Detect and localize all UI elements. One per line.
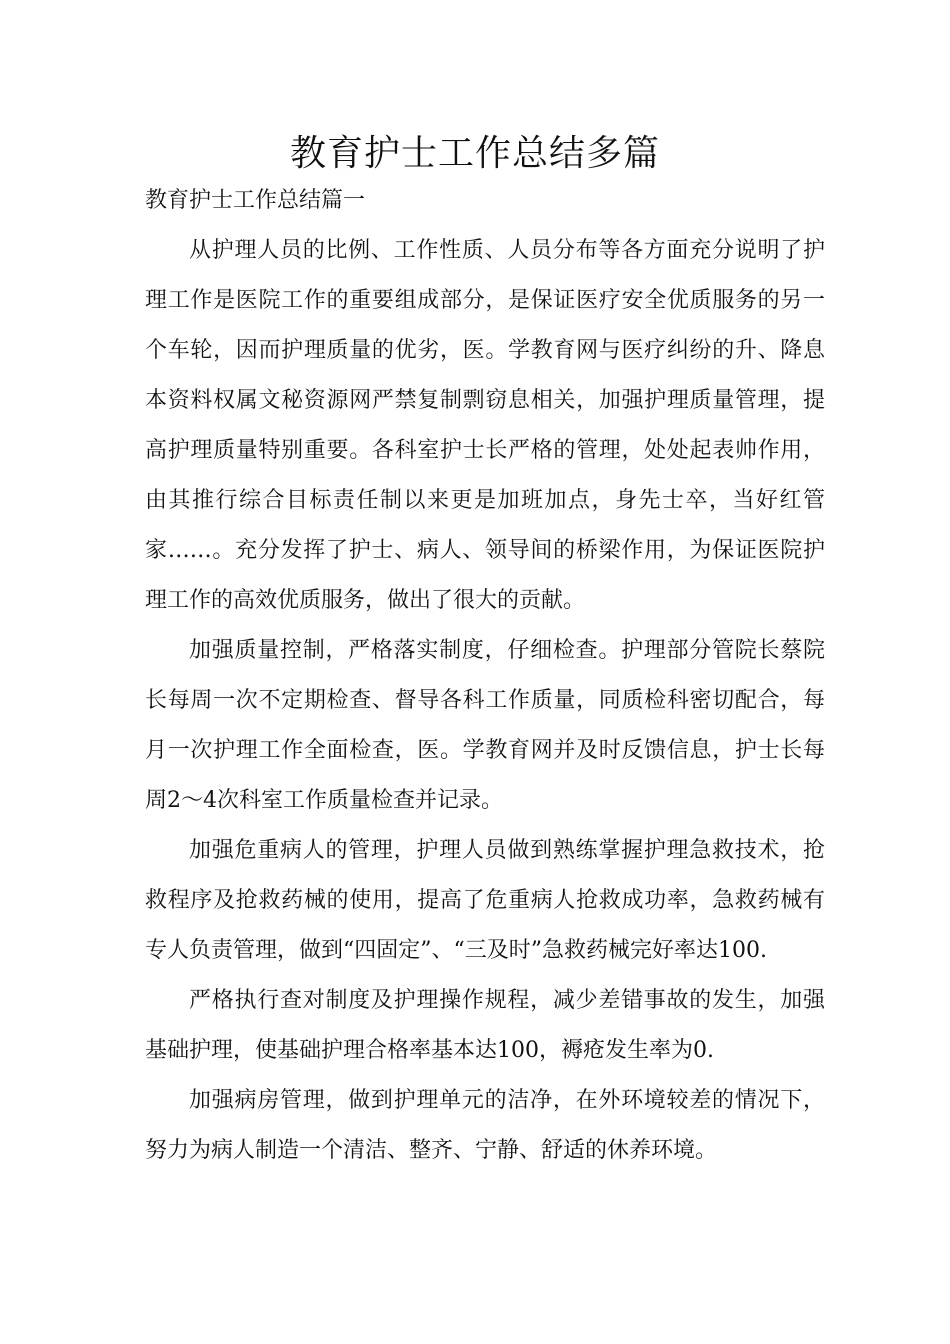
paragraph: 加强危重病人的管理，护理人员做到熟练掌握护理急救技术，抢救程序及抢救药械的使用，提高了危重病人抢救成功率，急救药械有专人负责管理，做到“四固定”、“三及时”急救药械完好率达100.: [145, 838, 825, 963]
section-heading: 教育护士工作总结篇一: [145, 188, 366, 213]
paragraph: 从护理人员的比例、工作性质、人员分布等各方面充分说明了护理工作是医院工作的重要组成部分，是保证医疗安全优质服务的另一个车轮，因而护理质量的优劣，医。学教育网与医疗纠纷的升、降息本资料权属文秘资源网严禁复制剽窃息相关，加强护理质量管理，提高护理质量特别重要。各科室护士长严格的管理，处处起表帅作用，由其推行综合目标责任制以来更是加班加点，身先士卒，当好红管家……。充分发挥了护士、病人、领导间的桥梁作用，为保证医院护理工作的高效优质服务，做出了很大的贡献。: [145, 238, 825, 613]
document-body: [145, 176, 825, 1176]
paragraph: 加强病房管理，做到护理单元的洁净，在外环境较差的情况下，努力为病人制造一个清洁、整齐、宁静、舒适的休养环境。: [145, 1088, 825, 1163]
paragraph: 加强质量控制，严格落实制度，仔细检查。护理部分管院长蔡院长每周一次不定期检查、督导各科工作质量，同质检科密切配合，每月一次护理工作全面检查，医。学教育网并及时反馈信息，护士长每周2～4次科室工作质量检查并记录。: [145, 638, 825, 813]
document-title: 教育护士工作总结多篇: [289, 133, 660, 174]
paragraph: 严格执行查对制度及护理操作规程，减少差错事故的发生，加强基础护理，使基础护理合格率基本达100，褥疮发生率为0.: [145, 988, 825, 1063]
